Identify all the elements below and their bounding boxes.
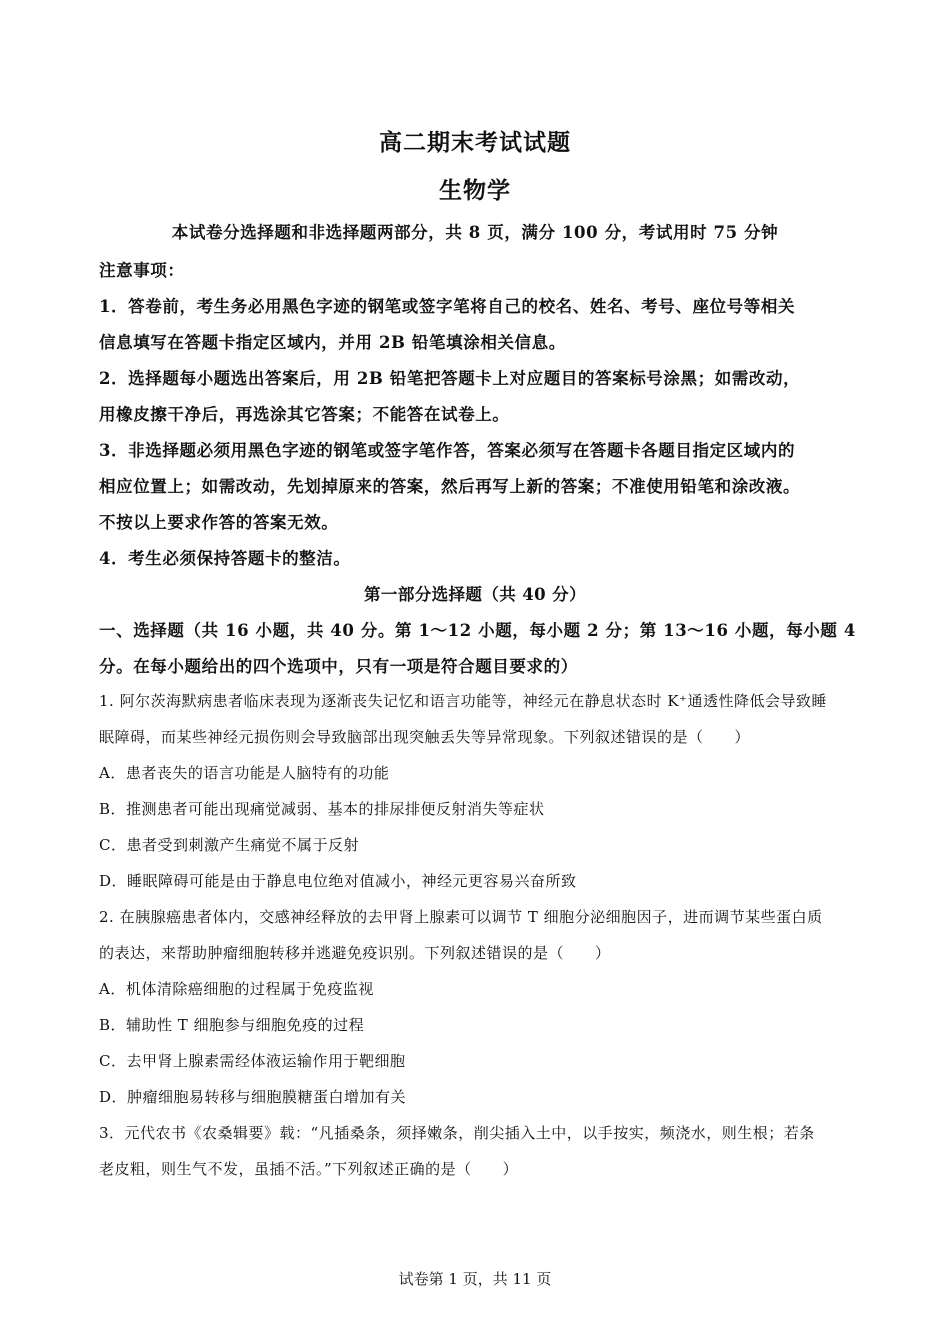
notice-line: 3．非选择题必须用黑色字迹的钢笔或签字笔作答，答案必须写在答题卡各题目指定区域内的 (99, 441, 796, 460)
exam-intro: 本试卷分选择题和非选择题两部分，共 8 页，满分 100 分，考试用时 75 分钟 (171, 223, 779, 242)
notice-line: 2．选择题每小题选出答案后，用 2B 铅笔把答题卡上对应题目的答案标号涂黑；如需改动， (99, 369, 801, 388)
notice-line: 信息填写在答题卡指定区域内，并用 2B 铅笔填涂相关信息。 (99, 333, 566, 352)
notice-line: 1．答卷前，考生务必用黑色字迹的钢笔或签字笔将自己的校名、姓名、考号、座位号等相关 (99, 297, 796, 316)
question-option: C．患者受到刺激产生痛觉不属于反射 (99, 836, 359, 854)
notice-line: 用橡皮擦干净后，再选涂其它答案；不能答在试卷上。 (99, 405, 510, 424)
question-option: B．推测患者可能出现痛觉减弱、基本的排尿排便反射消失等症状 (99, 800, 545, 818)
question-option: A．机体清除癌细胞的过程属于免疫监视 (99, 980, 374, 998)
question-option: C．去甲肾上腺素需经体液运输作用于靶细胞 (99, 1052, 406, 1070)
question-stem: 老皮粗，则生气不发，虽插不活。”下列叙述正确的是（ ） (99, 1160, 519, 1178)
question-stem: 3．元代农书《农桑辑要》载：“凡插桑条，须择嫩条，削尖插入土中，以手按实，频浇水，则生根；若条 (99, 1124, 815, 1142)
notice-line: 不按以上要求作答的答案无效。 (99, 513, 339, 532)
question-stem: 1. 阿尔茨海默病患者临床表现为逐渐丧失记忆和语言功能等，神经元在静息状态时 K⁺通透性降低会导致睡 (99, 692, 827, 710)
section-instructions: 分。在每小题给出的四个选项中，只有一项是符合题目要求的） (99, 657, 578, 676)
question-option: B．辅助性 T 细胞参与细胞免疫的过程 (99, 1016, 365, 1034)
notice-line: 4．考生必须保持答题卡的整洁。 (99, 549, 351, 568)
page-footer: 试卷第 1 页，共 11 页 (398, 1270, 552, 1288)
question-stem: 2. 在胰腺癌患者体内，交感神经释放的去甲肾上腺素可以调节 T 细胞分泌细胞因子，进而调节某些蛋白质 (99, 908, 823, 926)
notice-heading: 注意事项： (99, 261, 185, 280)
section-title: 第一部分选择题（共 40 分） (364, 585, 586, 604)
question-option: D．睡眠障碍可能是由于静息电位绝对值减小，神经元更容易兴奋所致 (99, 872, 577, 890)
question-stem: 的表达，来帮助肿瘤细胞转移并逃避免疫识别。下列叙述错误的是（ ） (99, 944, 611, 962)
section-instructions: 一、选择题（共 16 小题，共 40 分。第 1～12 小题，每小题 2 分；第 13～16 小题，每小题 4 (99, 621, 856, 640)
subject-title: 生物学 (439, 177, 511, 204)
notice-line: 相应位置上；如需改动，先划掉原来的答案，然后再写上新的答案；不准使用铅笔和涂改液。 (99, 477, 801, 496)
question-option: D．肿瘤细胞易转移与细胞膜糖蛋白增加有关 (99, 1088, 407, 1106)
question-option: A．患者丧失的语言功能是人脑特有的功能 (99, 764, 390, 782)
question-stem: 眠障碍，而某些神经元损伤则会导致脑部出现突触丢失等异常现象。下列叙述错误的是（ ） (99, 728, 751, 746)
exam-title: 高二期末考试试题 (379, 129, 571, 156)
